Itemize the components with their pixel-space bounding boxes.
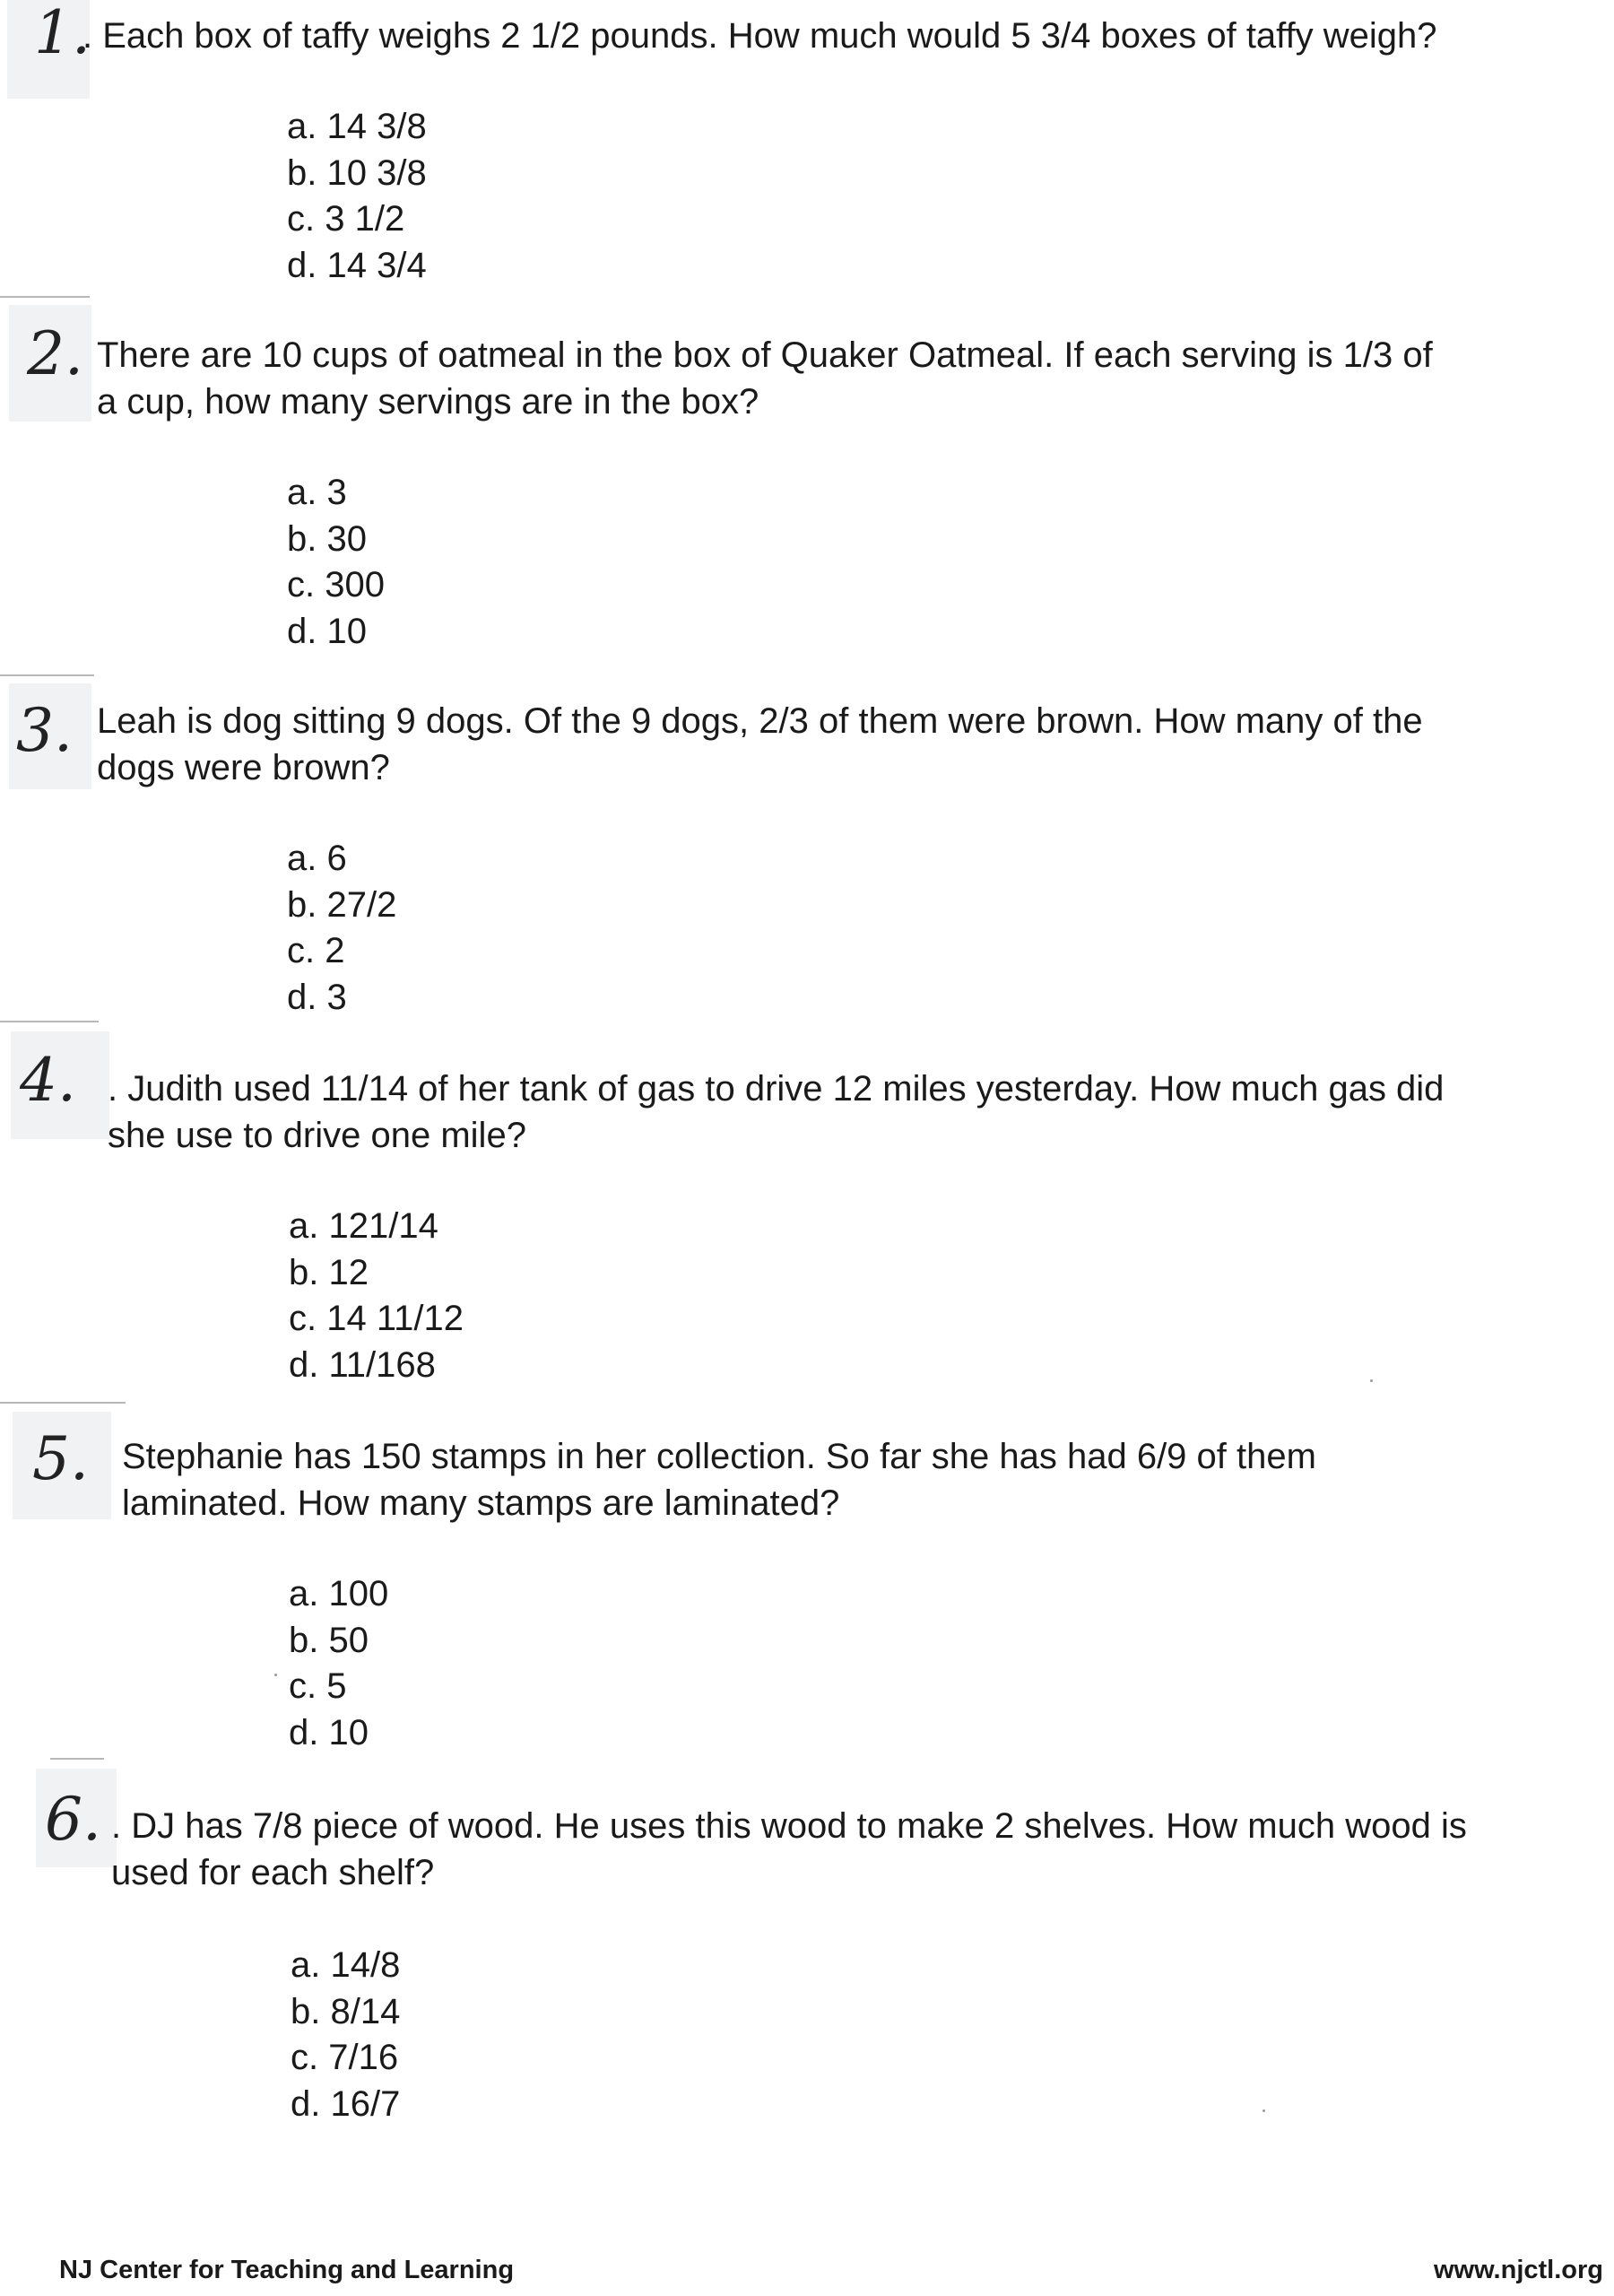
question-text: There are 10 cups of oatmeal in the box of Quaker Oatmeal. If each serving is 1/3 of a cup, how many servings are in the box? [97, 335, 1433, 422]
choice-b: b. 30 [287, 518, 367, 559]
separator-line [50, 1758, 104, 1760]
answer-choices [289, 1571, 388, 1756]
footer-website: www.njctl.org [1433, 2256, 1603, 2284]
choice-b: b. 12 [289, 1252, 369, 1292]
question-text: Stephanie has 150 stamps in her collection. So far she has had 6/9 of them laminated. How many stamps are laminated? [122, 1437, 1316, 1523]
choice-b: b. 10 3/8 [287, 152, 427, 193]
answer-choices [291, 1943, 400, 2127]
choice-d: d. 10 [287, 611, 367, 651]
choice-c: c. 5 [289, 1666, 347, 1706]
choice-d: d. 16/7 [291, 2083, 401, 2124]
choice-d: d. 11/168 [289, 1344, 436, 1385]
choice-b: b. 27/2 [287, 884, 397, 925]
choice-a: a. 14 3/8 [287, 107, 427, 146]
question-number: 5. [32, 1424, 89, 1493]
question-number: 1. [34, 0, 91, 67]
answer-choices [287, 104, 427, 289]
question-number: 4. [20, 1046, 76, 1115]
question-text: . DJ has 7/8 piece of wood. He uses this wood to make 2 shelves. How much wood is used for each shelf? [111, 1806, 1467, 1892]
choice-a: a. 3 [287, 473, 347, 512]
choice-c: c. 2 [287, 931, 345, 970]
choice-b: b. 8/14 [291, 1991, 401, 2031]
choice-a: a. 14/8 [291, 1945, 401, 1985]
choice-c: c. 300 [287, 565, 385, 604]
question-text: . Each box of taffy weighs 2 1/2 pounds. How much would 5 3/4 boxes of taffy weigh? [82, 16, 1437, 56]
answer-choices [287, 470, 385, 655]
answer-choices [287, 836, 396, 1021]
question-text: Leah is dog sitting 9 dogs. Of the 9 dogs, 2/3 of them were brown. How many of the dogs were brown? [97, 701, 1423, 787]
scan-speck [1370, 1379, 1373, 1382]
choice-d: d. 14 3/4 [287, 245, 427, 285]
question-number: 6. [45, 1785, 101, 1854]
choice-d: d. 10 [289, 1712, 369, 1752]
separator-line [0, 296, 90, 298]
answer-choices [289, 1204, 464, 1388]
choice-a: a. 100 [289, 1574, 389, 1613]
choice-c: c. 14 11/12 [289, 1299, 464, 1338]
separator-line [0, 1402, 126, 1404]
choice-a: a. 6 [287, 839, 347, 878]
scan-speck [274, 1674, 277, 1676]
question-number: 2. [27, 319, 83, 388]
question-text: . Judith used 11/14 of her tank of gas to drive 12 miles yesterday. How much gas did she use to drive one mile? [108, 1069, 1445, 1155]
choice-d: d. 3 [287, 977, 347, 1017]
choice-c: c. 7/16 [291, 2038, 399, 2077]
choice-b: b. 50 [289, 1620, 369, 1660]
choice-a: a. 121/14 [289, 1206, 438, 1246]
separator-line [0, 674, 94, 676]
scan-speck [1263, 2109, 1265, 2112]
choice-c: c. 3 1/2 [287, 199, 405, 239]
question-number: 3. [16, 696, 73, 765]
separator-line [0, 1021, 99, 1022]
footer-organization: NJ Center for Teaching and Learning [59, 2256, 515, 2284]
